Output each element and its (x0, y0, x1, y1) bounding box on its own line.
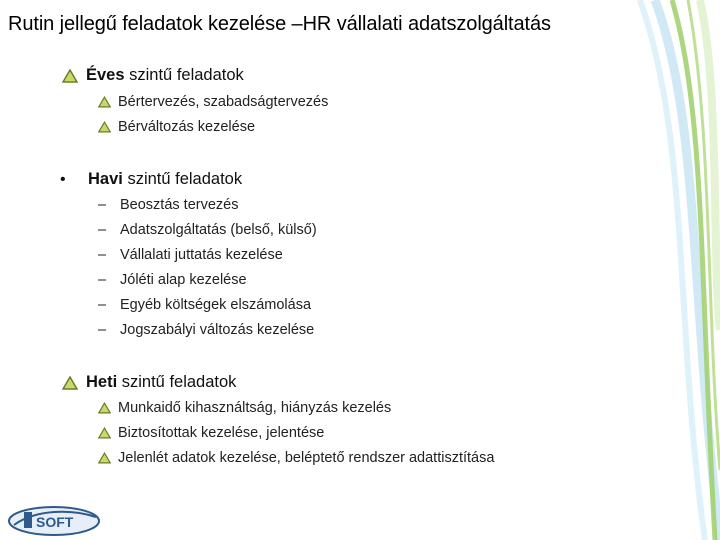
company-logo (6, 503, 102, 537)
section-heading-monthly (60, 170, 242, 189)
heading-rest: szintű feladatok (124, 66, 244, 84)
page-title: Rutin jellegű feladatok kezelése –HR vállalati adatszolgáltatás (8, 13, 551, 35)
heading-bold: Heti (86, 373, 118, 391)
dash-marker: – (98, 197, 107, 213)
triangle-icon (98, 402, 111, 414)
list-item-text: Jogszabályi változás kezelése (120, 322, 315, 338)
list-item (98, 400, 391, 416)
dash-marker: – (98, 322, 107, 338)
list-item (98, 222, 317, 238)
logo-text: SOFT (36, 514, 74, 530)
list-item-text: Jóléti alap kezelése (120, 272, 247, 288)
list-item-text: Beosztás tervezés (120, 197, 239, 213)
triangle-icon (62, 69, 78, 83)
list-item-text: Adatszolgáltatás (belső, külső) (120, 222, 317, 238)
heading-bold: Éves (86, 66, 125, 84)
list-item-text: Bértervezés, szabadságtervezés (118, 94, 329, 110)
list-item-text: Vállalati juttatás kezelése (120, 247, 283, 263)
dash-marker: – (98, 222, 107, 238)
list-item (98, 272, 247, 288)
list-item (98, 247, 283, 263)
list-item (98, 450, 494, 466)
dash-marker: – (98, 247, 107, 263)
heading-rest: szintű feladatok (117, 373, 237, 391)
list-item (98, 425, 324, 441)
list-item (98, 197, 238, 213)
triangle-icon (98, 96, 111, 108)
list-item-text: Biztosítottak kezelése, jelentése (118, 425, 325, 441)
dash-marker: – (98, 297, 107, 313)
heading-bold: Havi (88, 170, 123, 188)
list-item (98, 297, 311, 313)
list-item (98, 94, 328, 110)
list-item-text: Bérváltozás kezelése (118, 119, 256, 135)
triangle-icon (98, 427, 111, 439)
list-item-text: Munkaidő kihasználtság, hiányzás kezelés (118, 400, 392, 416)
section-heading-weekly (62, 373, 236, 392)
list-item-text: Egyéb költségek elszámolása (120, 297, 312, 313)
bullet-marker: • (60, 170, 66, 188)
dash-marker: – (98, 272, 107, 288)
triangle-icon (98, 452, 111, 464)
list-item-text: Jelenlét adatok kezelése, beléptető rendszer adattisztítása (118, 450, 495, 466)
list-item (98, 119, 255, 135)
list-item (98, 322, 314, 338)
section-heading-annual (62, 66, 244, 85)
triangle-icon (98, 121, 111, 133)
triangle-icon (62, 376, 78, 390)
heading-rest: szintű feladatok (122, 170, 243, 188)
